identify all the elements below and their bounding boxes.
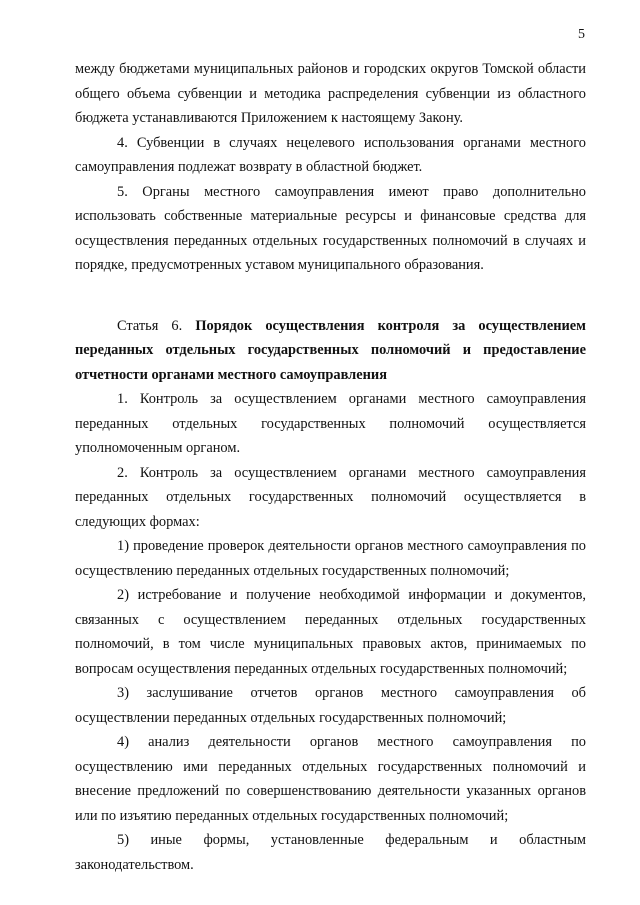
list-item-2: 2) истребование и получение необходимой информации и документов, связанных с осуществлением переданных отдельных государственных полномочий, в том числе муниципальных правовых актов, принимаемых по вопросам осуществления переданных отдельных государственных полномочий; bbox=[75, 587, 586, 677]
article-heading bbox=[75, 314, 586, 388]
paragraph-item-4: 4. Субвенции в случаях нецелевого использования органами местного самоуправления подлежат возврату в областной бюджет. bbox=[75, 134, 586, 175]
article-paragraph-1: 1. Контроль за осуществлением органами местного самоуправления переданных отдельных государственных полномочий осуществляется уполномоченным органом. bbox=[75, 391, 586, 456]
article-title: Порядок осуществления контроля за осуществлением переданных отдельных государственных полномочий и предоставление отчетности органами местного самоуправления bbox=[75, 317, 586, 383]
list-item-4: 4) анализ деятельности органов местного самоуправления по осуществлению ими переданных отдельных государственных полномочий и внесение предложений по совершенствованию деятельности указанных органов или по изъятию переданных отдельных государственных полномочий; bbox=[75, 734, 586, 824]
paragraph-continuation: между бюджетами муниципальных районов и городских округов Томской области общего объема субвенции и методика распределения субвенции из областного бюджета устанавливаются Приложением к настоящему Закону. bbox=[75, 61, 586, 126]
document-body bbox=[75, 57, 586, 877]
list-item-1: 1) проведение проверок деятельности органов местного самоуправления по осуществлению переданных отдельных государственных полномочий; bbox=[75, 538, 586, 579]
paragraph-item-5: 5. Органы местного самоуправления имеют право дополнительно использовать собственные материальные ресурсы и финансовые средства для осуществления переданных отдельных государственных полномочий в случаях и порядке, предусмотренных уставом муниципального образования. bbox=[75, 183, 586, 273]
page-number: 5 bbox=[578, 27, 585, 42]
article-prefix: Статья 6. bbox=[117, 317, 183, 334]
list-item-5: 5) иные формы, установленные федеральным и областным законодательством. bbox=[75, 832, 586, 873]
list-item-3: 3) заслушивание отчетов органов местного самоуправления об осуществлении переданных отдельных государственных полномочий; bbox=[75, 685, 586, 726]
article-paragraph-2: 2. Контроль за осуществлением органами местного самоуправления переданных отдельных государственных полномочий осуществляется в следующих формах: bbox=[75, 464, 586, 530]
